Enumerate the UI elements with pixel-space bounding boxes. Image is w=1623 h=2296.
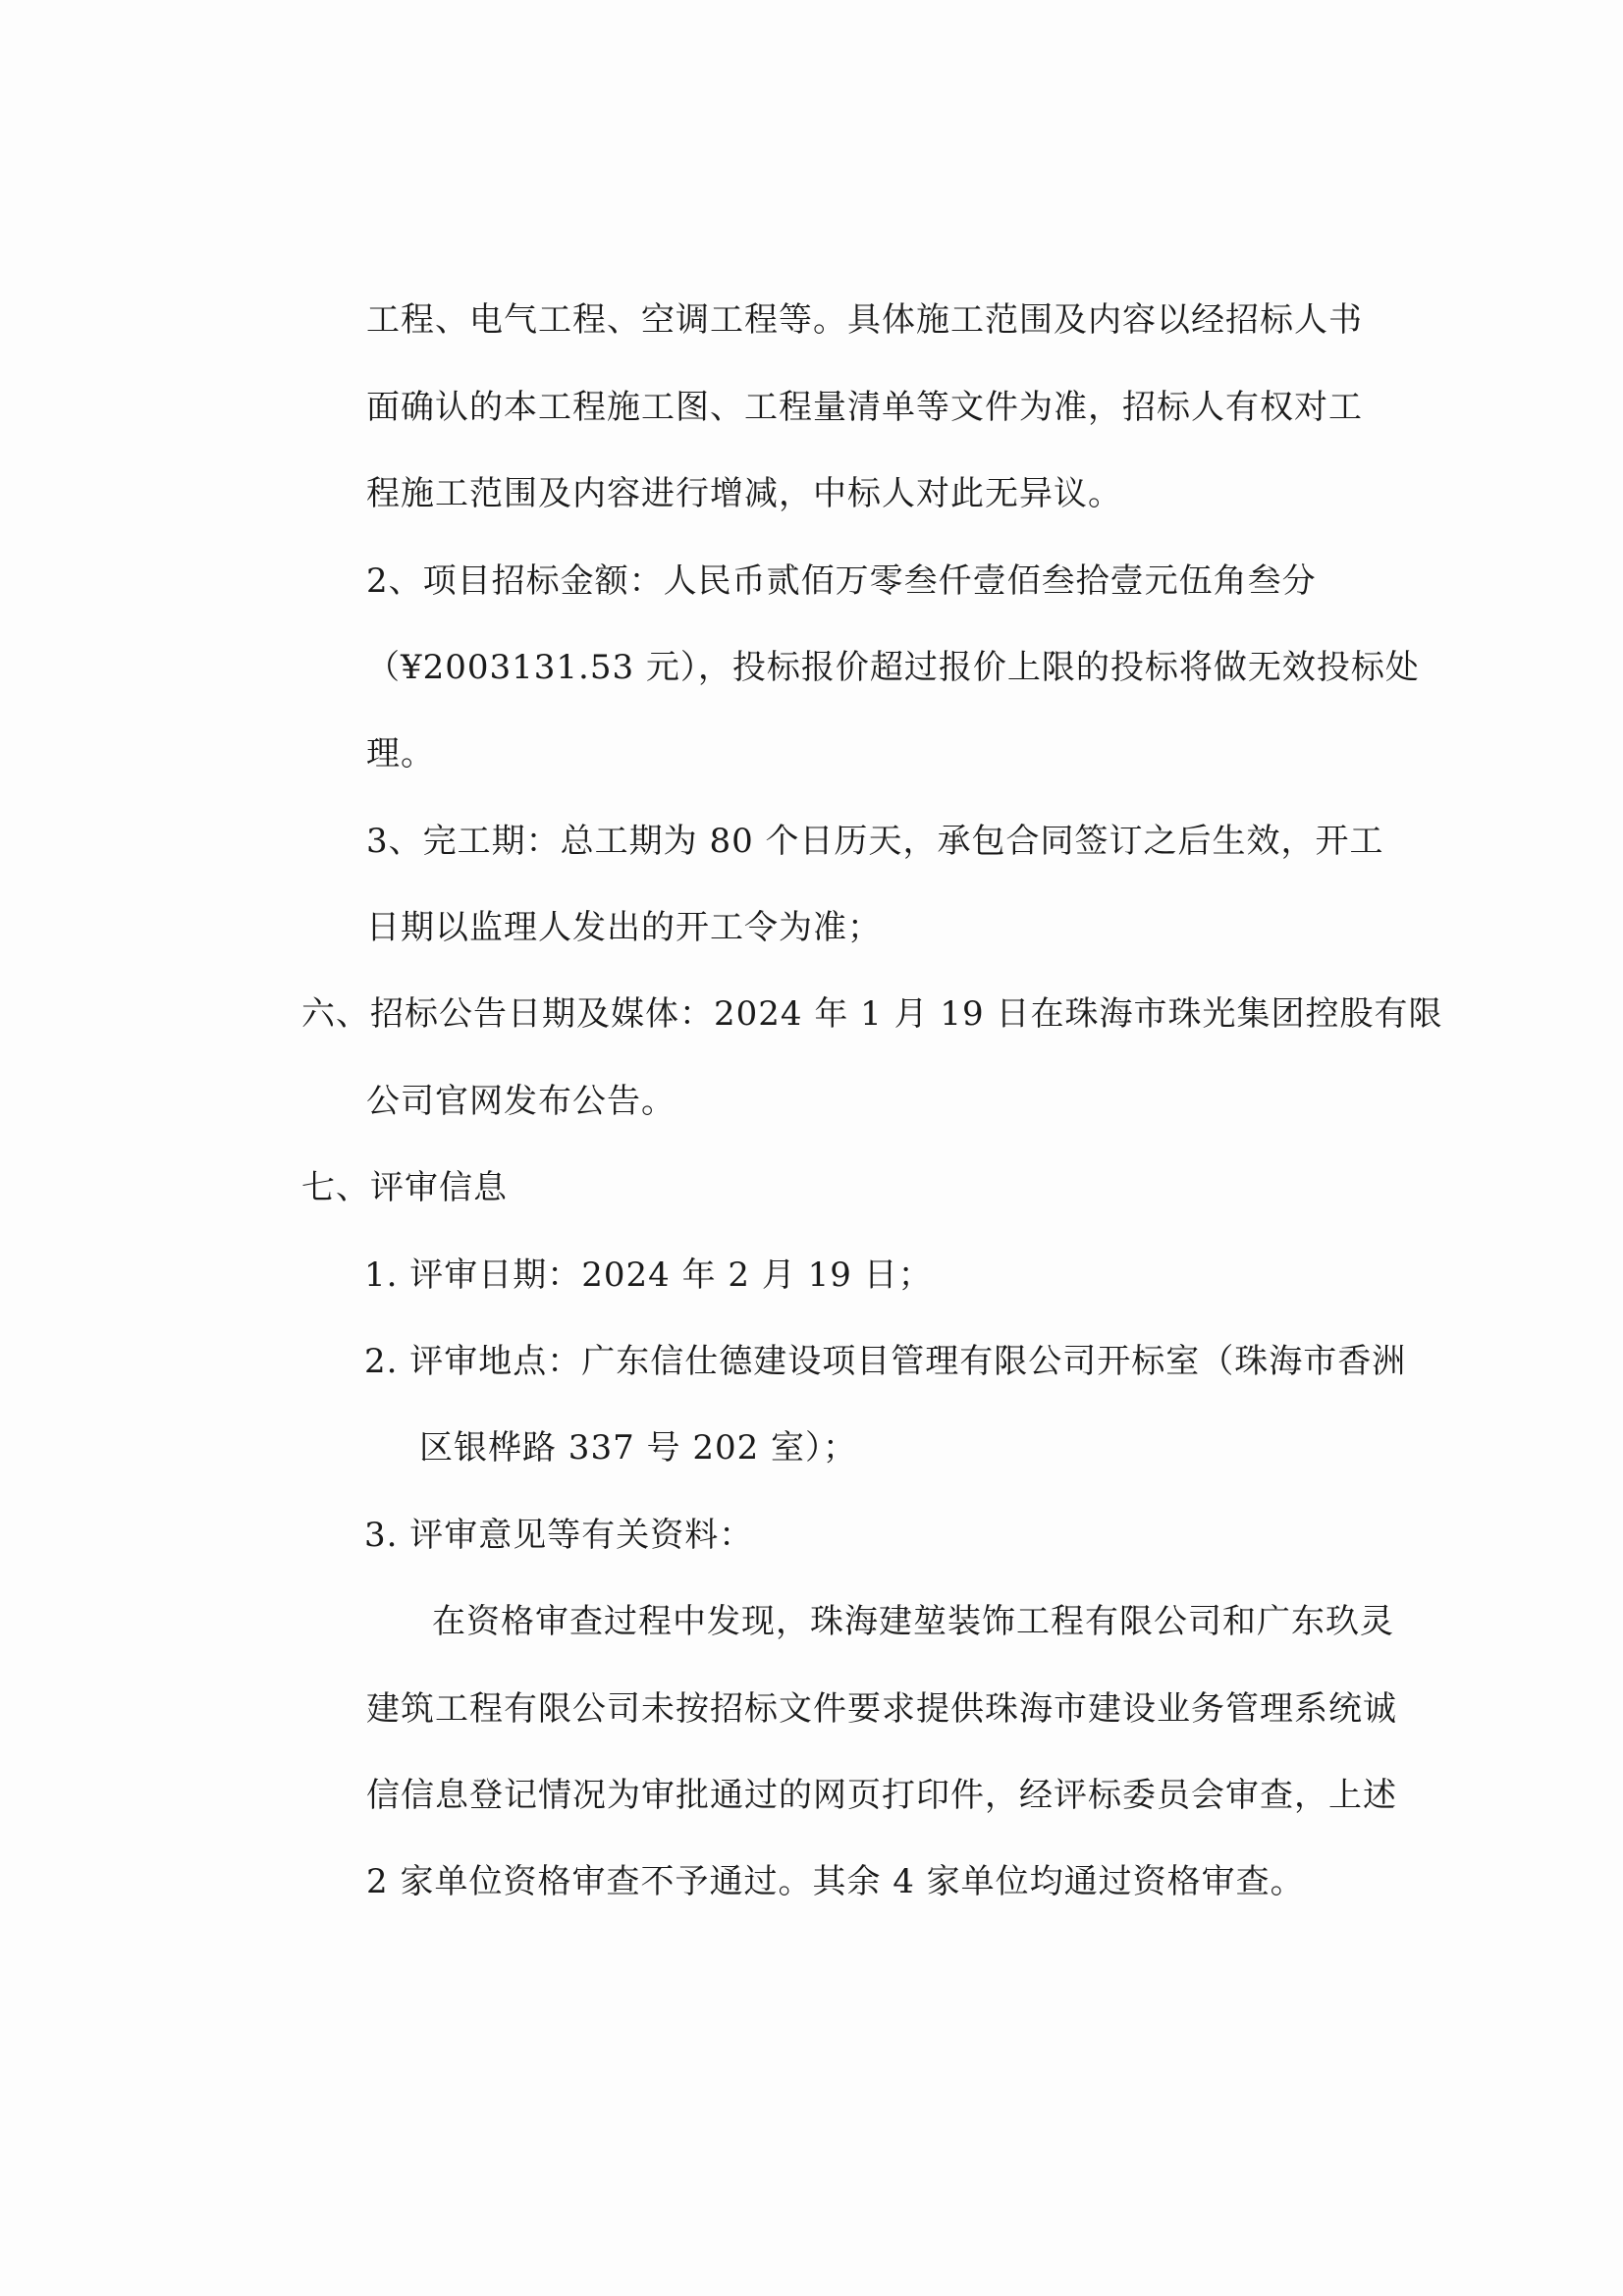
body-line: 程施工范围及内容进行增减，中标人对此无异议。: [366, 474, 1122, 513]
body-line: 公司官网发布公告。: [366, 1082, 676, 1121]
list-item-review-date: 1. 评审日期：2024 年 2 月 19 日；: [364, 1255, 933, 1295]
body-line: 3、完工期：总工期为 80 个日历天，承包合同签订之后生效，开工: [366, 822, 1384, 861]
list-item-review-location: 2. 评审地点：广东信仕德建设项目管理有限公司开标室（珠海市香洲: [364, 1342, 1407, 1381]
body-line: 日期以监理人发出的开工令为准；: [366, 908, 882, 947]
body-line: 区银桦路 337 号 202 室）；: [419, 1428, 858, 1468]
body-line: 在资格审查过程中发现，珠海建堃装饰工程有限公司和广东玖灵: [432, 1602, 1394, 1641]
body-line: 面确认的本工程施工图、工程量清单等文件为准，招标人有权对工: [366, 388, 1363, 427]
body-line: 2 家单位资格审查不予通过。其余 4 家单位均通过资格审查。: [366, 1862, 1305, 1901]
section-heading-six: 六、招标公告日期及媒体：2024 年 1 月 19 日在珠海市珠光集团控股有限: [301, 994, 1443, 1034]
section-heading-seven: 七、评审信息: [301, 1168, 508, 1207]
body-line: 理。: [366, 734, 435, 774]
body-line: 建筑工程有限公司未按招标文件要求提供珠海市建设业务管理系统诚: [366, 1689, 1397, 1729]
body-line: 2、项目招标金额：人民币贰佰万零叁仟壹佰叁拾壹元伍角叁分: [366, 561, 1317, 601]
body-line: （¥2003131.53 元），投标报价超过报价上限的投标将做无效投标处: [366, 648, 1420, 687]
body-line: 信信息登记情况为审批通过的网页打印件，经评标委员会审查，上述: [366, 1776, 1397, 1815]
list-item-review-opinion: 3. 评审意见等有关资料：: [364, 1516, 754, 1555]
body-line: 工程、电气工程、空调工程等。具体施工范围及内容以经招标人书: [366, 300, 1363, 340]
